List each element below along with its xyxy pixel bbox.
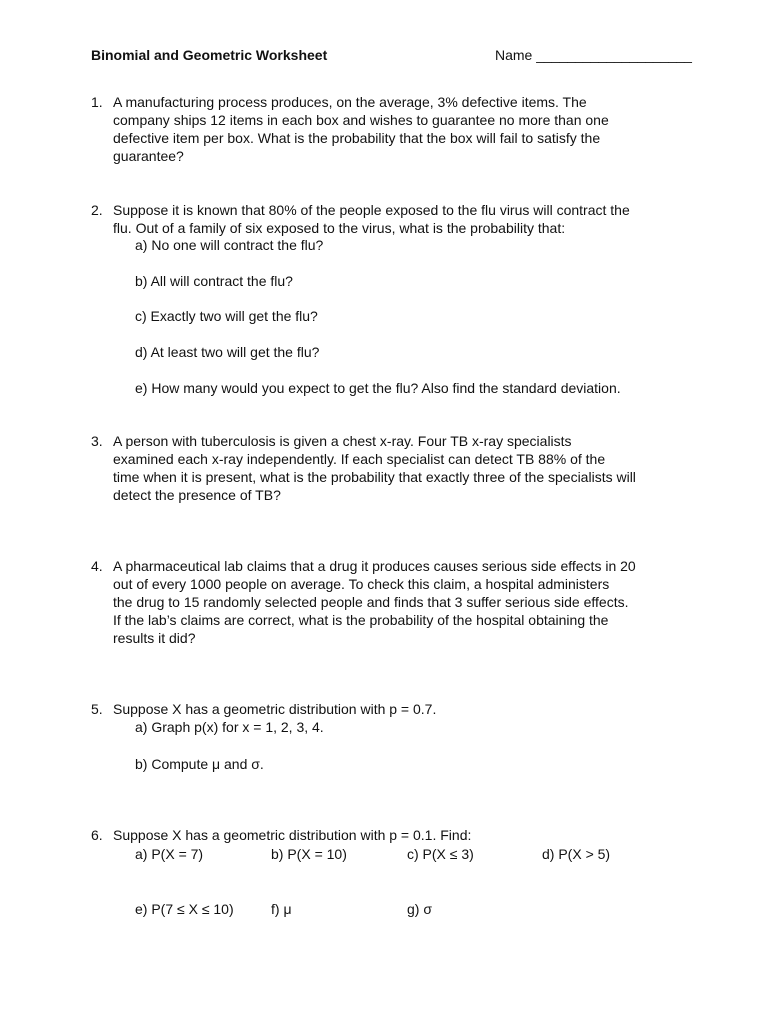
question-text bbox=[113, 93, 691, 165]
question-text bbox=[113, 826, 691, 844]
question-1 bbox=[91, 93, 691, 165]
question-line: Suppose it is known that 80% of the people exposed to the flu virus will contract the bbox=[113, 202, 630, 218]
question-line: results it did? bbox=[113, 630, 196, 646]
question-line: A person with tuberculosis is given a chest x-ray. Four TB x-ray specialists bbox=[113, 433, 572, 449]
question-text bbox=[113, 557, 691, 647]
question-6 bbox=[91, 826, 691, 844]
question-6-part-d: d) P(X > 5) bbox=[542, 846, 611, 862]
question-line: A manufacturing process produces, on the average, 3% defective items. The bbox=[113, 94, 587, 110]
question-number: 2. bbox=[91, 202, 103, 218]
question-6-part-a: a) P(X = 7) bbox=[135, 846, 204, 862]
question-6-part-g: g) σ bbox=[407, 901, 432, 917]
question-text bbox=[113, 432, 691, 504]
question-text bbox=[113, 201, 691, 237]
question-line: out of every 1000 people on average. To check this claim, a hospital administers bbox=[113, 576, 610, 592]
question-line: Suppose X has a geometric distribution with p = 0.7. bbox=[113, 701, 437, 717]
question-line: defective item per box. What is the probability that the box will fail to satisfy the bbox=[113, 130, 601, 146]
question-number: 3. bbox=[91, 433, 103, 449]
question-2-part-d: d) At least two will get the flu? bbox=[135, 344, 320, 360]
question-line: Suppose X has a geometric distribution with p = 0.1. Find: bbox=[113, 827, 472, 843]
question-number: 5. bbox=[91, 701, 103, 717]
question-6-part-e: e) P(7 ≤ X ≤ 10) bbox=[135, 901, 234, 917]
name-field: Name ____________________ bbox=[495, 47, 692, 63]
question-line: examined each x-ray independently. If each specialist can detect TB 88% of the bbox=[113, 451, 606, 467]
question-5-part-a: a) Graph p(x) for x = 1, 2, 3, 4. bbox=[135, 719, 324, 735]
question-line: If the lab’s claims are correct, what is the probability of the hospital obtaining the bbox=[113, 612, 609, 628]
question-line: time when it is present, what is the probability that exactly three of the specialists will bbox=[113, 469, 636, 485]
question-2-part-e: e) How many would you expect to get the flu? Also find the standard deviation. bbox=[135, 380, 621, 396]
question-2-part-a: a) No one will contract the flu? bbox=[135, 237, 324, 253]
question-text bbox=[113, 700, 691, 718]
question-2-part-b: b) All will contract the flu? bbox=[135, 273, 293, 289]
question-number: 1. bbox=[91, 94, 103, 110]
question-line: the drug to 15 randomly selected people and finds that 3 suffer serious side effects. bbox=[113, 594, 629, 610]
question-line: guarantee? bbox=[113, 148, 184, 164]
question-4 bbox=[91, 557, 691, 647]
worksheet-title: Binomial and Geometric Worksheet bbox=[91, 47, 328, 63]
question-line: company ships 12 items in each box and wishes to guarantee no more than one bbox=[113, 112, 609, 128]
question-2 bbox=[91, 201, 691, 237]
question-line: A pharmaceutical lab claims that a drug it produces causes serious side effects in 20 bbox=[113, 558, 636, 574]
question-2-part-c: c) Exactly two will get the flu? bbox=[135, 308, 318, 324]
question-number: 4. bbox=[91, 558, 103, 574]
question-number: 6. bbox=[91, 827, 103, 843]
question-6-part-f: f) μ bbox=[271, 901, 292, 917]
question-6-part-b: b) P(X = 10) bbox=[271, 846, 347, 862]
question-5 bbox=[91, 700, 691, 718]
question-line: flu. Out of a family of six exposed to the virus, what is the probability that: bbox=[113, 220, 566, 236]
question-line: detect the presence of TB? bbox=[113, 487, 281, 503]
worksheet-header bbox=[91, 46, 711, 66]
question-3 bbox=[91, 432, 691, 504]
question-6-part-c: c) P(X ≤ 3) bbox=[407, 846, 474, 862]
question-5-part-b: b) Compute μ and σ. bbox=[135, 756, 264, 772]
